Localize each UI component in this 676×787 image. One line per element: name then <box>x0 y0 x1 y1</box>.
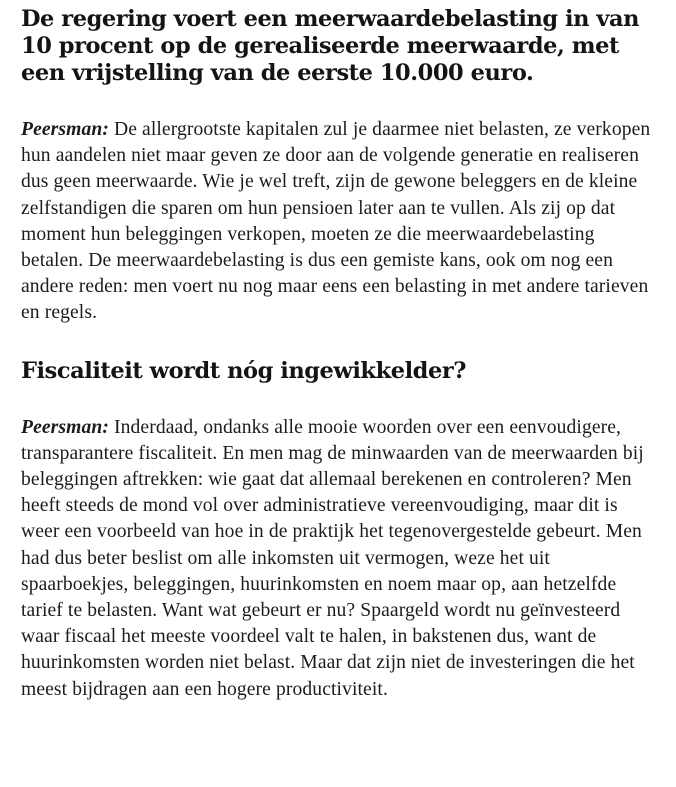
spacer <box>21 385 661 415</box>
answer-paragraph-1 <box>21 117 661 327</box>
answer-paragraph-2 <box>21 415 661 703</box>
article-body <box>21 6 661 703</box>
question-heading-1: De regering voert een meerwaardebelasting in van 10 procent op de gerealiseerde meerwaarde, met een vrijstelling van de eerste 10.000 euro. <box>21 6 640 86</box>
question-heading-2: Fiscaliteit wordt nóg ingewikkelder? <box>21 357 466 384</box>
spacer <box>21 87 661 117</box>
speaker-label: Peersman: <box>21 416 109 438</box>
speaker-label: Peersman: <box>21 119 109 140</box>
spacer <box>21 327 661 358</box>
answer-text: Inderdaad, ondanks alle mooie woorden over een eenvoudigere, transparantere fiscaliteit. En men mag de minwaarden van de meerwaarden bij beleggingen aftrekken: wie gaat dat allemaal berekenen en controleren? Men heeft steeds de mond vol over administratieve vereenvoudiging, maar dit is weer een voorbeeld van hoe in de praktijk het tegenovergestelde gebeurt. Men had dus beter beslist om alle inkomsten uit vermogen, weze het uit spaarboekjes, beleggingen, huurinkomsten en noem maar op, aan hetzelfde tarief te belasten. Want wat gebeurt er nu? Spaargeld wordt nu geïnvesteerd waar fiscaal het meeste voordeel valt te halen, in bakstenen dus, want de huurinkomsten worden niet belast. Maar dat zijn niet de investeringen die het meest bijdragen aan een hogere productiviteit. <box>21 416 644 700</box>
answer-text: De allergrootste kapitalen zul je daarmee niet belasten, ze verkopen hun aandelen niet maar geven ze door aan de volgende generatie en realiseren dus geen meerwaarde. Wie je wel treft, zijn de gewone beleggers en de kleine zelfstandigen die sparen om hun pensioen later aan te vullen. Als zij op dat moment hun beleggingen verkopen, moeten ze die meerwaardebelasting betalen. De meerwaardebelasting is dus een gemiste kans, ook om nog een andere reden: men voert nu nog maar eens een belasting in met andere tarieven en regels. <box>21 119 651 324</box>
